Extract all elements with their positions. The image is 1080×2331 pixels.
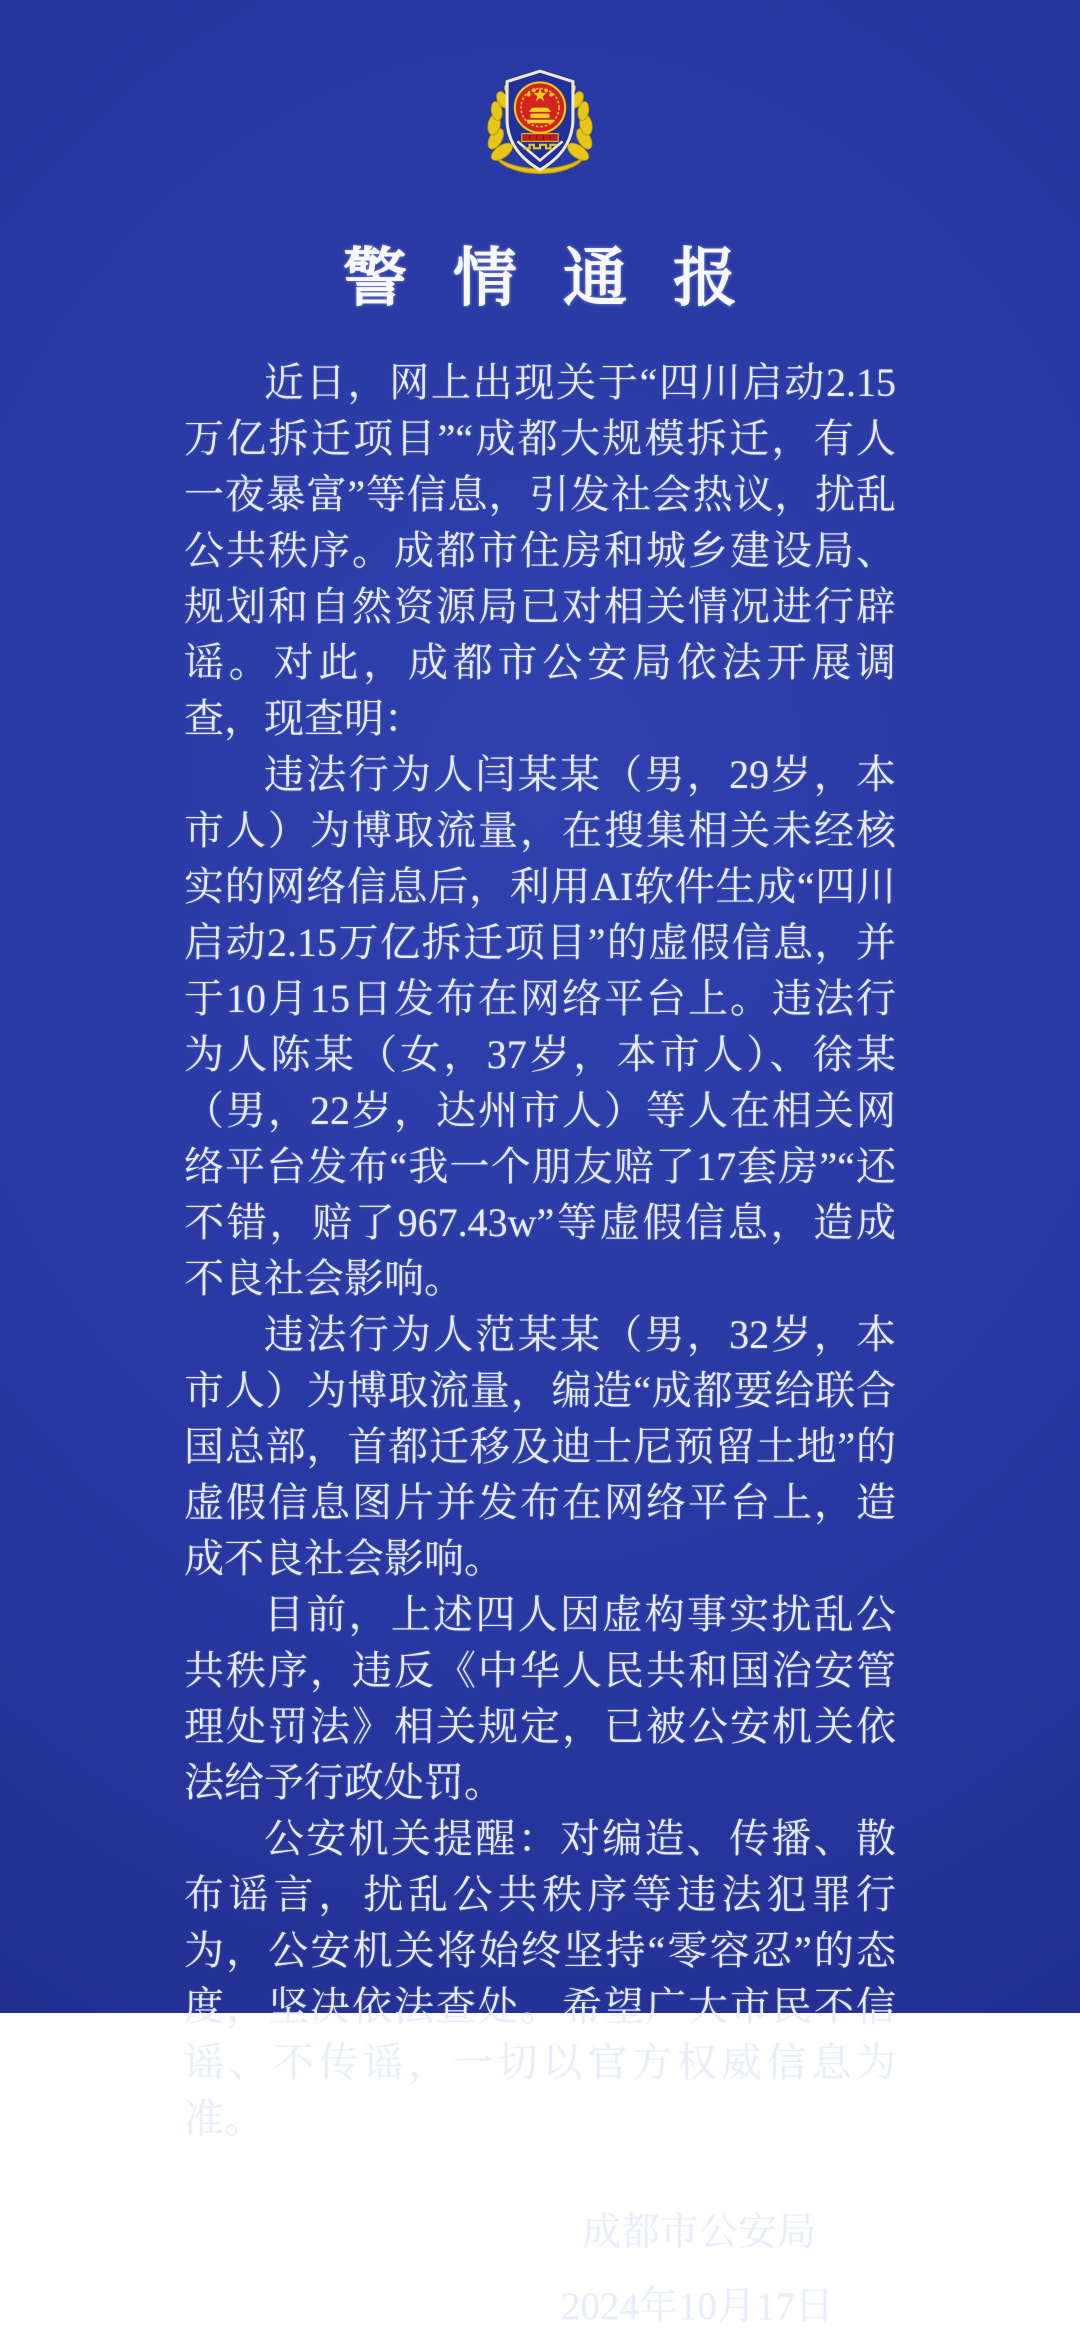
notice-paragraph-4: 目前，上述四人因虚构事实扰乱公共秩序，违反《中华人民共和国治安管理处罚法》相关规定，已被公安机关依法给予行政处罚。 (184, 1592, 896, 1805)
notice-paragraph-5: 公安机关提醒：对编造、传播、散布谣言，扰乱公共秩序等违法犯罪行为，公安机关将始终坚持“零容忍”的态度，坚决依法查处。希望广大市民不信谣、不传谣，一切以官方权威信息为准。 (184, 1816, 896, 2141)
notice-body (184, 355, 896, 2147)
notice-title: 警情通报 (343, 243, 783, 314)
china-police-emblem-icon (475, 58, 605, 184)
notice-paragraph-1: 近日，网上出现关于“四川启动2.15万亿拆迁项目”“成都大规模拆迁，有人一夜暴富”等信息，引发社会热议，扰乱公共秩序。成都市住房和城乡建设局、规划和自然资源局已对相关情况进行辟谣。对此，成都市公安局依法开展调查，现查明： (184, 360, 896, 741)
notice-paragraph-3: 违法行为人范某某（男，32岁，本市人）为博取流量，编造“成都要给联合国总部，首都迁移及迪士尼预留土地”的虚假信息图片并发布在网络平台上，造成不良社会影响。 (184, 1312, 896, 1581)
issue-date: 2024年10月17日 (560, 2285, 834, 2328)
notice-footer (184, 2201, 896, 2331)
notice-paragraph-2: 违法行为人闫某某（男，29岁，本市人）为博取流量，在搜集相关未经核实的网络信息后，利用AI软件生成“四川启动2.15万亿拆迁项目”的虚假信息，并于10月15日发布在网络平台上。违法行为人陈某（女，37岁，本市人）、徐某（男，22岁，达州市人）等人在相关网络平台发布“我一个朋友赔了17套房”“还不错，赔了967.43w”等虚假信息，造成不良社会影响。 (184, 752, 896, 1301)
badge-container (0, 0, 1080, 189)
issuing-authority: 成都市公安局 (581, 2211, 816, 2254)
